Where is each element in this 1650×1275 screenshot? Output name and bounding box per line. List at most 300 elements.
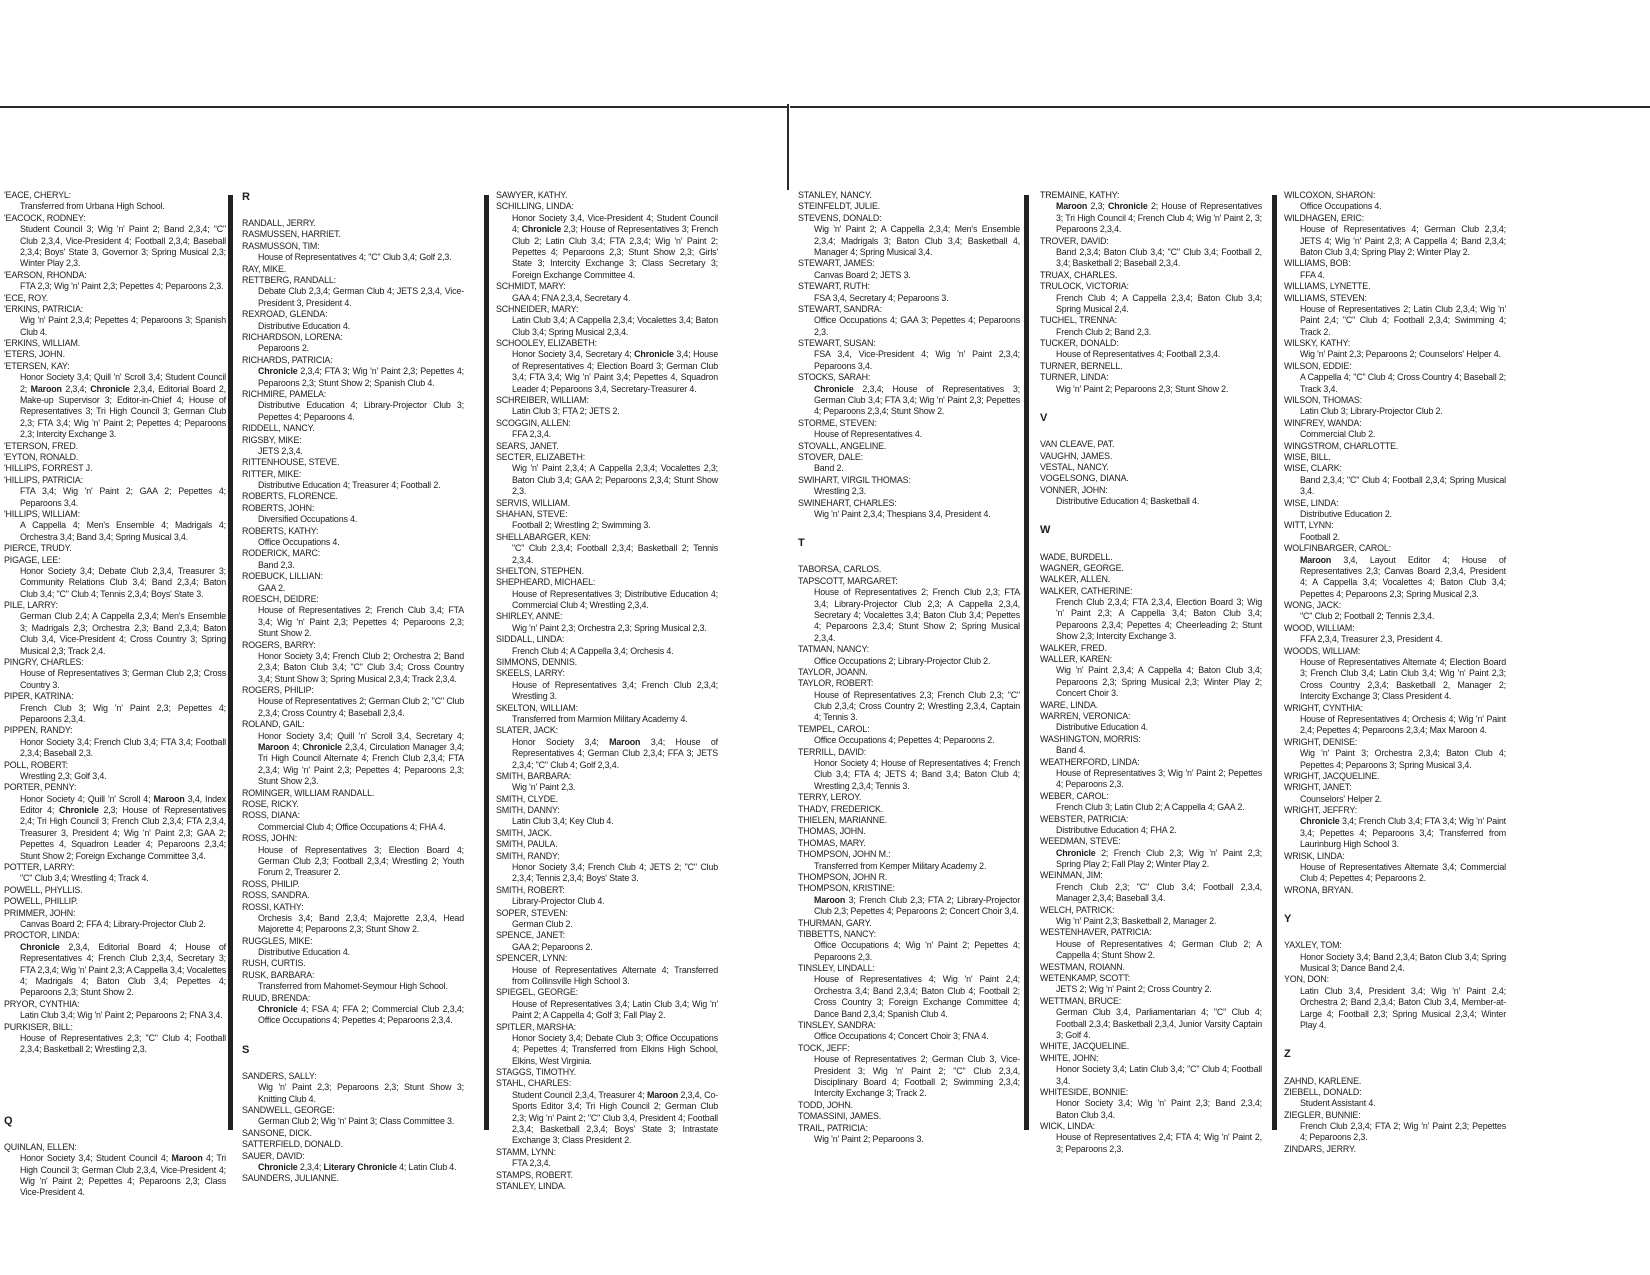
student-name: WISE, LINDA: xyxy=(1284,497,1339,508)
student-name: SIDDALL, LINDA: xyxy=(496,634,565,645)
index-entry xyxy=(1284,543,1506,600)
index-entry xyxy=(1040,574,1262,585)
activities-list: Honor Society 4; Quill 'n' Scroll 4; Maroon 3,4, Index Editor 4; Chronicle 2,3; House of Representatives 2,4; Tri High Council 3; French Club 2,3,4; FTA 2,3,4, Treasurer 3, President 4; Wig 'n' Paint 2,3; GAA 2; Pepettes 4, Squadron Leader 4; Peparoons 2,3,4; Stunt Show 2; Foreign Exchange Committee 3,4. xyxy=(20,793,227,861)
activities-list: House of Representatives Alternate 4; Election Board 3; French Club 3,4; Latin Club 3,4; Wig 'n' Paint 2,3; Cross Country 2,3,4; Basketball 2, Manager 2; Intercity Exchange 3; Class President 4. xyxy=(1300,657,1506,702)
index-entry xyxy=(242,936,464,959)
index-entry xyxy=(4,600,226,657)
column-divider xyxy=(1024,195,1029,1130)
index-entry xyxy=(4,463,226,474)
activities-list: FSA 3,4, Vice-President 4; Wig 'n' Paint 2,3,4; Peparoons 3,4. xyxy=(814,349,1020,371)
activities-list: French Club 2,3,4; FTA 2; Wig 'n' Paint 2,3; Pepettes 4; Peparoons 2,3. xyxy=(1300,1121,1506,1143)
student-name: TODD, JOHN. xyxy=(798,1099,853,1110)
student-name: WILDHAGEN, ERIC: xyxy=(1284,212,1364,223)
index-entry xyxy=(242,491,464,502)
student-name: WRIGHT, JEFFRY: xyxy=(1284,805,1358,816)
student-name: WRISK, LINDA: xyxy=(1284,850,1345,861)
student-name: THOMPSON, KRISTINE: xyxy=(798,883,895,894)
index-entry xyxy=(496,953,718,987)
student-name: RIDDELL, NANCY. xyxy=(242,423,315,434)
index-entry xyxy=(4,930,226,998)
student-name: WILSON, THOMAS: xyxy=(1284,395,1362,406)
index-entry xyxy=(1040,281,1262,315)
index-entry xyxy=(798,963,1020,1020)
index-entry xyxy=(1284,623,1506,646)
student-name: VAN CLEAVE, PAT. xyxy=(1040,439,1115,450)
index-entry xyxy=(798,883,1020,917)
student-name: 'HILLIPS, WILLIAM: xyxy=(4,508,80,519)
index-entry xyxy=(4,349,226,360)
index-entry xyxy=(1284,258,1506,281)
student-name: SMITH, JACK. xyxy=(496,827,552,838)
student-name: ROSS, SANDRA. xyxy=(242,890,310,901)
student-name: SMITH, RANDY: xyxy=(496,850,560,861)
activities-list: Library-Projector Club 4. xyxy=(512,896,605,907)
index-entry xyxy=(1040,485,1262,508)
index-entry xyxy=(242,355,464,389)
student-name: ROGERS, PHILIP: xyxy=(242,685,314,696)
activities-list: House of Representatives 3; Distributive Education 4; Commercial Club 4; Wrestling 2,3,4. xyxy=(512,588,718,611)
activities-list: FFA 2,3,4, Treasurer 2,3, President 4. xyxy=(1300,634,1443,645)
student-name: WILSKY, KATHY: xyxy=(1284,338,1351,349)
student-name: RETTBERG, RANDALL: xyxy=(242,275,336,286)
index-entry xyxy=(1284,418,1506,441)
student-name: RUUD, BRENDA: xyxy=(242,992,311,1003)
student-name: ROSE, RICKY. xyxy=(242,799,299,809)
index-entry xyxy=(496,418,718,441)
student-name: WAGNER, GEORGE. xyxy=(1040,562,1124,573)
activities-list: FTA 2,3,4. xyxy=(512,1158,551,1169)
student-name: SWIHART, VIRGIL THOMAS: xyxy=(798,474,911,485)
student-name: 'ETERS, JOHN. xyxy=(4,349,65,360)
index-entry xyxy=(496,1078,718,1146)
student-name: WADE, BURDELL. xyxy=(1040,551,1113,562)
student-name: SHELLABARGER, KEN: xyxy=(496,531,591,542)
activities-list: GAA 4; FNA 2,3,4, Secretary 4. xyxy=(512,292,631,303)
activities-list: French Club 3; Wig 'n' Paint 2,3; Pepettes 4; Peparoons 2,3,4. xyxy=(20,702,226,724)
section-letter: T xyxy=(798,537,805,550)
index-entry xyxy=(496,509,718,532)
student-name: TERRILL, DAVID: xyxy=(798,746,867,757)
student-name: WITT, LYNN: xyxy=(1284,520,1334,531)
index-entry xyxy=(1284,974,1506,1031)
index-entry xyxy=(1284,737,1506,771)
student-name: TREMAINE, KATHY: xyxy=(1040,190,1120,200)
index-column-5 xyxy=(1040,190,1262,1155)
activities-list: Honor Society 3,4, Secretary 4; Chronicle 3,4; House of Representatives 4; Election Board 3; German Club 3,4; FTA 3,4; Wig 'n' Paint 3,4; Pepettes 4, Squadron Leader 4; Peparoons 3,4, Secretary-Treasurer 4. xyxy=(512,349,718,394)
activities-list: House of Representatives 2,3; "C" Club 4; Football 2,3,4; Basketball 2; Wrestling 2,3. xyxy=(20,1032,226,1055)
index-entry xyxy=(4,691,226,725)
student-name: WRIGHT, DENISE: xyxy=(1284,736,1358,747)
student-name: 'HILLIPS, PATRICIA: xyxy=(4,474,83,485)
activities-list: German Club 2; Wig 'n' Paint 3; Class Committee 3. xyxy=(258,1116,455,1127)
index-entry xyxy=(1040,643,1262,654)
student-name: PORTER, PENNY: xyxy=(4,782,77,793)
student-name: PROCTOR, LINDA: xyxy=(4,930,80,941)
student-name: SWINEHART, CHARLES: xyxy=(798,497,897,508)
index-column-6 xyxy=(1284,190,1506,1155)
top-rule-left xyxy=(0,106,788,108)
student-name: TABORSA, CARLOS. xyxy=(798,564,882,575)
activities-list: Commercial Club 4; Office Occupations 4; FHA 4. xyxy=(258,821,446,832)
index-entry xyxy=(1040,439,1262,450)
student-name: WILLIAMS, BOB: xyxy=(1284,258,1351,269)
student-name: WEINMAN, JIM: xyxy=(1040,870,1103,881)
student-name: 'HILLIPS, FORREST J. xyxy=(4,463,93,474)
student-name: WOOD, WILLIAM: xyxy=(1284,622,1355,633)
activities-list: Distributive Education 4. xyxy=(1056,722,1148,733)
index-entry xyxy=(242,719,464,787)
index-entry xyxy=(496,304,718,338)
student-name: WALKER, CATHERINE: xyxy=(1040,585,1133,596)
activities-list: Band 2,3. xyxy=(258,559,295,570)
index-entry xyxy=(4,999,226,1022)
index-entry xyxy=(1284,1076,1506,1087)
activities-list: Honor Society 3,4; Quill 'n' Scroll 3,4; Student Council 2; Maroon 2,3,4; Chronicle 2,3,4, Editorial Board 2, Make-up Supervisor 3; Editor-in-Chief 4; House of Representatives 3; Tri High Council 3; German Club 2,3; FTA 3,4; Wig 'n' Paint 2; Pepettes 4; Peparoons 2,3; Intercity Exchange 3. xyxy=(20,372,226,440)
student-name: SCHNEIDER, MARY: xyxy=(496,303,579,314)
index-entry xyxy=(242,309,464,332)
index-entry xyxy=(1284,498,1506,521)
activities-list: Transferred from Marmion Military Academy 4. xyxy=(512,713,688,724)
student-name: SLATER, JACK: xyxy=(496,725,558,736)
index-entry xyxy=(798,1043,1020,1100)
activities-list: JETS 2; Wig 'n' Paint 2; Cross Country 2. xyxy=(1056,984,1212,995)
student-name: SCOGGIN, ALLEN: xyxy=(496,417,571,428)
index-entry xyxy=(1284,213,1506,259)
activities-list: Office Occupations 4. xyxy=(258,537,340,548)
index-entry xyxy=(4,657,226,691)
activities-list: Wig 'n' Paint 2,3; Peparoons 2; Counselors' Helper 4. xyxy=(1300,349,1501,360)
index-entry xyxy=(1284,940,1506,974)
index-entry xyxy=(4,452,226,463)
index-entry xyxy=(242,457,464,468)
index-entry xyxy=(1284,452,1506,463)
index-entry xyxy=(798,804,1020,815)
index-column-2 xyxy=(242,190,464,1185)
student-name: ROEBUCK, LILLIAN: xyxy=(242,571,323,582)
activities-list: Diversified Occupations 4. xyxy=(258,514,358,525)
student-name: THADY, FREDERICK. xyxy=(798,803,884,814)
student-name: PIPER, KATRINA: xyxy=(4,691,74,702)
index-entry xyxy=(242,1139,464,1150)
activities-list: German Club 3,4, Parliamentarian 4; "C" Club 4; Football 2,3,4; Basketball 2,3,4, Junior Varsity Captain 3; Golf 4. xyxy=(1056,1007,1262,1040)
section-letter: R xyxy=(242,191,250,203)
activities-list: Office Occupations 4; Pepettes 4; Peparoons 2. xyxy=(814,735,995,746)
student-name: PIPPEN, RANDY: xyxy=(4,725,73,736)
index-entry xyxy=(798,372,1020,418)
index-entry xyxy=(798,872,1020,883)
index-entry xyxy=(1284,600,1506,623)
student-name: SAUNDERS, JULIANNE. xyxy=(242,1173,339,1184)
index-entry xyxy=(1040,654,1262,700)
activities-list: German Club 2. xyxy=(512,919,573,929)
index-entry xyxy=(1040,315,1262,338)
index-entry xyxy=(496,987,718,1021)
index-entry xyxy=(496,908,718,931)
activities-list: Wig 'n' Paint 2,3,4; A Cappella 4; Baton Club 3,4; Peparoons 2,3; Spring Musical 2,3; Winter Play 2; Concert Choir 3. xyxy=(1056,665,1262,699)
student-name: 'EYTON, RONALD. xyxy=(4,451,79,462)
activities-list: FSA 3,4, Secretary 4; Peparoons 3. xyxy=(814,292,949,303)
index-entry xyxy=(1040,973,1262,996)
activities-list: Maroon 3,4, Layout Editor 4; House of Representatives 2,3; Canvas Board 2,3,4, President 4; A Cappella 3,4; Vocalettes 4; Baton Club 3,4; Pepettes 4; Peparoons 2,3; Spring Musical 2,3. xyxy=(1300,554,1506,599)
activities-list: Canvas Board 2; FFA 4; Library-Projector Club 2. xyxy=(20,919,206,929)
activities-list: A Cappella 4; Men's Ensemble 4; Madrigals 4; Orchestra 3,4; Band 3,4; Spring Musical 3,4. xyxy=(20,520,226,542)
student-name: WRIGHT, JACQUELINE. xyxy=(1284,770,1380,781)
activities-list: Debate Club 2,3,4; German Club 4; JETS 2,3,4, Vice-President 3, President 4. xyxy=(258,286,464,308)
student-name: WARE, LINDA. xyxy=(1040,699,1099,710)
index-entry xyxy=(4,725,226,759)
index-entry xyxy=(242,640,464,686)
index-entry xyxy=(4,896,226,907)
index-entry xyxy=(798,190,1020,201)
student-name: ZAHND, KARLENE. xyxy=(1284,1075,1362,1086)
index-entry xyxy=(496,577,718,611)
index-entry xyxy=(4,304,226,338)
activities-list: Transferred from Kemper Military Academy 2. xyxy=(814,860,987,871)
index-entry xyxy=(4,1022,226,1056)
index-entry xyxy=(242,879,464,890)
student-name: RIGSBY, MIKE: xyxy=(242,434,302,445)
activities-list: Chronicle 2,3,4; House of Representatives 3; German Club 3,4; FTA 3,4; Wig 'n' Paint 2,3; Pepettes 4; Peparoons 2,3,4; Stunt Show 2. xyxy=(814,383,1020,417)
student-name: RASMUSSON, TIM: xyxy=(242,240,320,251)
index-entry xyxy=(496,190,718,201)
student-name: WRONA, BRYAN. xyxy=(1284,884,1354,895)
student-name: THOMAS, JOHN. xyxy=(798,826,866,837)
activities-list: Wig 'n' Paint 2,3; Basketball 2, Manager 2. xyxy=(1056,916,1217,927)
student-name: SMITH, BARBARA: xyxy=(496,770,572,781)
student-name: ROGERS, BARRY: xyxy=(242,639,316,650)
student-name: YAXLEY, TOM: xyxy=(1284,940,1342,951)
student-name: ROSS, DIANA: xyxy=(242,810,300,821)
student-name: SANSONE, DICK. xyxy=(242,1127,312,1138)
index-column-3 xyxy=(496,190,718,1192)
student-name: ROSS, PHILIP. xyxy=(242,878,300,889)
activities-list: Distributive Education 4; Treasurer 4; Football 2. xyxy=(258,480,441,491)
activities-list: Wig 'n' Paint 2,3; Peparoons 2,3; Stunt Show 3; Knitting Club 4. xyxy=(258,1082,464,1104)
student-name: WESTMAN, ROIANN. xyxy=(1040,961,1125,972)
student-name: WETTMAN, BRUCE: xyxy=(1040,995,1122,1006)
activities-list: House of Representatives 2,4; FTA 4; Wig 'n' Paint 2, 3; Peparoons 2,3. xyxy=(1056,1132,1262,1154)
index-entry xyxy=(798,564,1020,575)
index-entry xyxy=(798,1123,1020,1146)
student-name: RUSK, BARBARA: xyxy=(242,969,315,980)
section-letter: S xyxy=(242,1043,250,1056)
activities-list: Maroon 2,3; Chronicle 2; House of Representatives 3; Tri High Council 4; French Club 4; Wig 'n' Paint 2, 3; Peparoons 2,3,4. xyxy=(1056,201,1262,235)
index-entry xyxy=(242,685,464,719)
index-entry xyxy=(1284,646,1506,703)
student-name: THOMAS, MARY. xyxy=(798,837,866,848)
index-entry xyxy=(1284,441,1506,452)
index-entry xyxy=(798,678,1020,724)
student-name: WICK, LINDA: xyxy=(1040,1121,1095,1132)
activities-list: Distributive Education 4; Basketball 4. xyxy=(1056,496,1200,507)
student-name: PIGAGE, LEE: xyxy=(4,554,61,565)
student-name: THURMAN, GARY. xyxy=(798,917,872,928)
index-entry xyxy=(798,498,1020,521)
student-name: 'ECE, ROY. xyxy=(4,292,48,303)
student-name: PRYOR, CYNTHIA: xyxy=(4,998,80,1009)
student-name: STEINFELDT, JULIE. xyxy=(798,201,881,212)
activities-list: House of Representatives 4; Orchesis 4; Wig 'n' Paint 2,4; Pepettes 4; Peparoons 2,3,4; Max Maroon 4. xyxy=(1300,713,1506,736)
student-name: VOGELSONG, DIANA. xyxy=(1040,473,1129,484)
index-entry xyxy=(1040,190,1262,236)
activities-list: Band 2,3,4; Baton Club 3,4; "C" Club 3,4; Football 2, 3,4; Basketball 2; Baseball 2,3,4. xyxy=(1056,246,1262,269)
activities-list: House of Representatives Alternate 4; Transferred from Collinsville High School 3. xyxy=(512,964,718,986)
index-entry xyxy=(4,441,226,452)
student-name: SMITH, PAULA. xyxy=(496,839,558,850)
activities-list: Wrestling 2,3; Golf 3,4. xyxy=(20,770,107,781)
index-entry xyxy=(798,667,1020,678)
index-entry xyxy=(242,993,464,1027)
student-name: WILSON, EDDIE: xyxy=(1284,360,1352,371)
index-entry xyxy=(1284,703,1506,737)
index-entry xyxy=(242,241,464,264)
index-entry xyxy=(798,1111,1020,1122)
student-name: WILLIAMS, STEVEN: xyxy=(1284,292,1367,303)
student-name: STEVENS, DONALD: xyxy=(798,212,882,223)
index-entry xyxy=(1284,190,1506,213)
activities-list: House of Representatives 4. xyxy=(814,429,922,440)
student-name: WASHINGTON, MORRIS: xyxy=(1040,733,1141,744)
activities-list: Honor Society 3,4, Vice-President 4; Student Council 4; Chronicle 2,3; House of Representatives 3; French Club 2; Latin Club 3,4; FTA 2,3,4; Wig 'n' Paint 2; Pepettes 4; Peparoons 2,3; Stunt Show 2,3; Girls' State 3; Intercity Exchange 3; Class Secretary 3; Foreign Exchange Committee 4. xyxy=(512,212,719,280)
activities-list: Wig 'n' Paint 2,3. xyxy=(512,782,576,793)
student-name: WEBER, CAROL: xyxy=(1040,790,1109,801)
index-entry xyxy=(496,805,718,828)
index-entry xyxy=(242,1173,464,1184)
student-name: TINSLEY, LINDALL: xyxy=(798,963,875,974)
index-entry xyxy=(496,668,718,702)
index-entry xyxy=(496,566,718,577)
activities-list: GAA 2; Peparoons 2. xyxy=(512,941,593,952)
student-name: TRULOCK, VICTORIA: xyxy=(1040,281,1129,292)
student-name: STOVALL, ANGELINE. xyxy=(798,440,887,451)
index-entry xyxy=(798,724,1020,747)
student-name: WALKER, ALLEN. xyxy=(1040,574,1111,585)
student-name: WISE, BILL. xyxy=(1284,451,1331,462)
activities-list: Honor Society 3,4; Debate Club 3; Office Occupations 4; Pepettes 4; Transferred from Elkins High School, Elkins, West Virginia. xyxy=(512,1032,718,1066)
index-entry xyxy=(1040,451,1262,462)
student-name: SAUER, DAVID: xyxy=(242,1150,305,1161)
index-entry xyxy=(1284,782,1506,805)
student-name: WRIGHT, CYNTHIA: xyxy=(1284,702,1363,713)
index-entry xyxy=(1284,805,1506,851)
student-name: TERRY, LEROY. xyxy=(798,792,862,803)
activities-list: Student Assistant 4. xyxy=(1300,1098,1376,1109)
index-entry xyxy=(798,929,1020,963)
index-entry xyxy=(4,190,226,213)
activities-list: Distributive Education 2. xyxy=(1300,508,1392,519)
activities-list: A Cappella 4; "C" Club 4; Cross Country 4; Baseball 2; Track 3,4. xyxy=(1300,372,1506,394)
student-name: SMITH, CLYDE. xyxy=(496,793,558,804)
index-entry xyxy=(798,475,1020,498)
student-name: TRUAX, CHARLES. xyxy=(1040,269,1118,280)
index-entry xyxy=(1040,586,1262,643)
index-entry xyxy=(1284,851,1506,885)
student-name: ZIEBELL, DONALD: xyxy=(1284,1086,1362,1097)
activities-list: Office Occupations 4; Concert Choir 3; FNA 4. xyxy=(814,1031,989,1042)
student-name: THIELEN, MARIANNE. xyxy=(798,815,888,825)
activities-list: House of Representatives 3; Wig 'n' Paint 2; Pepettes 4; Peparoons 2,3. xyxy=(1056,767,1262,790)
student-name: VAUGHN, JAMES. xyxy=(1040,450,1113,461)
student-name: TEMPEL, CAROL: xyxy=(798,723,870,734)
index-entry xyxy=(4,908,226,931)
index-entry xyxy=(242,571,464,594)
student-name: WETENKAMP, SCOTT: xyxy=(1040,972,1130,983)
activities-list: Office Occupations 2; Library-Projector Club 2. xyxy=(814,655,991,666)
activities-list: House of Representatives 4; Wig 'n' Paint 2,4; Orchestra 3,4; Band 2,3,4; Baton Club 4; Football 2; Cross Country 3; Foreign Exchange Committee 4; Dance Band 2,3,4; Spanish Club 4. xyxy=(814,974,1020,1019)
index-entry xyxy=(1040,462,1262,473)
student-name: 'EARSON, RHONDA: xyxy=(4,269,87,280)
activities-list: Band 4. xyxy=(1056,745,1086,756)
index-entry xyxy=(496,851,718,885)
student-name: SHIRLEY, ANNE: xyxy=(496,611,563,622)
student-name: TUCKER, DONALD: xyxy=(1040,338,1119,349)
index-entry xyxy=(4,1142,226,1199)
index-entry xyxy=(798,576,1020,644)
student-name: SANDWELL, GEORGE: xyxy=(242,1105,335,1116)
index-entry xyxy=(242,229,464,240)
activities-list: GAA 2. xyxy=(258,582,286,593)
activities-list: "C" Club 3,4; Wrestling 4; Track 4. xyxy=(20,873,149,884)
activities-list: Chronicle 2; French Club 2,3; Wig 'n' Paint 2,3; Spring Play 2; Fall Play 2; Winter Play 2. xyxy=(1056,847,1262,870)
index-entry xyxy=(1040,996,1262,1042)
student-name: ROSS, JOHN: xyxy=(242,833,298,844)
index-entry xyxy=(242,810,464,833)
student-name: ZINDARS, JERRY. xyxy=(1284,1143,1356,1154)
activities-list: House of Representatives 3; Election Board 4; German Club 2,3; Football 2,3,4; Wrestling 2; Youth Forum 2, Treasurer 2. xyxy=(258,844,464,878)
student-name: SHEPHEARD, MICHAEL: xyxy=(496,577,596,588)
activities-list: Honor Society 3,4; Wig 'n' Paint 2,3; Band 2,3,4; Baton Club 3,4. xyxy=(1056,1098,1262,1120)
index-entry xyxy=(1284,1144,1506,1155)
index-entry xyxy=(798,213,1020,259)
index-entry xyxy=(242,332,464,355)
activities-list: Latin Club 3,4; A Cappella 2,3,4; Vocalettes 3,4; Baton Club 3,4; Spring Musical 2,3,4. xyxy=(512,315,718,337)
index-entry xyxy=(1040,927,1262,961)
student-name: STOCKS, SARAH: xyxy=(798,372,871,383)
index-entry xyxy=(242,526,464,549)
column-divider xyxy=(228,195,233,1130)
student-name: STANLEY, NANCY. xyxy=(798,190,872,200)
activities-list: French Club 2,3,4; FTA 2,3,4, Election Board 3; Wig 'n' Paint 2,3; A Cappella 3,4; Baton Club 3,4; Peparoons 2,3,4; Pepettes 4; Cheerleading 2; Stunt Show 2,3; Intercity Exchange 3. xyxy=(1056,597,1262,642)
student-name: WISE, CLARK: xyxy=(1284,463,1342,474)
student-name: VESTAL, NANCY. xyxy=(1040,461,1109,472)
student-name: SECTER, ELIZABETH: xyxy=(496,451,586,462)
section-letter: Y xyxy=(1284,913,1292,926)
student-name: 'ETERSON, FRED. xyxy=(4,440,78,451)
index-entry xyxy=(4,270,226,293)
activities-list: Honor Society 3,4; Maroon 3,4; House of Representatives 4; German Club 2,3,4; FFA 3; JETS 2,3,4; "C" Club 4; Golf 2,3,4. xyxy=(512,736,718,770)
activities-list: Wig 'n' Paint 2; Peparoons 2,3; Stunt Show 2. xyxy=(1056,383,1229,394)
student-name: WELCH, PATRICK: xyxy=(1040,904,1115,915)
student-name: PINGRY, CHARLES: xyxy=(4,657,84,668)
student-name: WHITE, JOHN: xyxy=(1040,1052,1099,1063)
activities-list: Honor Society 3,4; French Club 3,4; FTA 3,4; Football 2,3,4; Baseball 2,3. xyxy=(20,736,226,759)
student-name: WRIGHT, JANET: xyxy=(1284,782,1352,793)
activities-list: House of Representatives 2; German Club 2; "C" Club 2,3,4; Cross Country 4; Baseball 2,3,4. xyxy=(258,696,464,718)
student-name: WINGSTROM, CHARLOTTE. xyxy=(1284,440,1399,451)
index-entry xyxy=(798,304,1020,338)
index-entry xyxy=(798,258,1020,281)
index-entry xyxy=(242,1071,464,1105)
index-entry xyxy=(4,555,226,601)
index-entry xyxy=(1040,372,1262,395)
index-entry xyxy=(496,1181,718,1192)
student-name: YON, DON: xyxy=(1284,974,1330,985)
activities-list: "C" Club 2; Football 2; Tennis 2,3,4. xyxy=(1300,611,1435,622)
index-entry xyxy=(1040,270,1262,281)
student-name: ROSSI, KATHY: xyxy=(242,901,304,912)
activities-list: French Club 3; Latin Club 2; A Cappella 4; GAA 2. xyxy=(1056,802,1245,813)
activities-list: Wig 'n' Paint 2,3,4; A Cappella 2,3,4; Vocalettes 2,3; Baton Club 3,4; GAA 2; Peparoons 2,3,4; Stunt Show 2,3. xyxy=(512,463,718,497)
